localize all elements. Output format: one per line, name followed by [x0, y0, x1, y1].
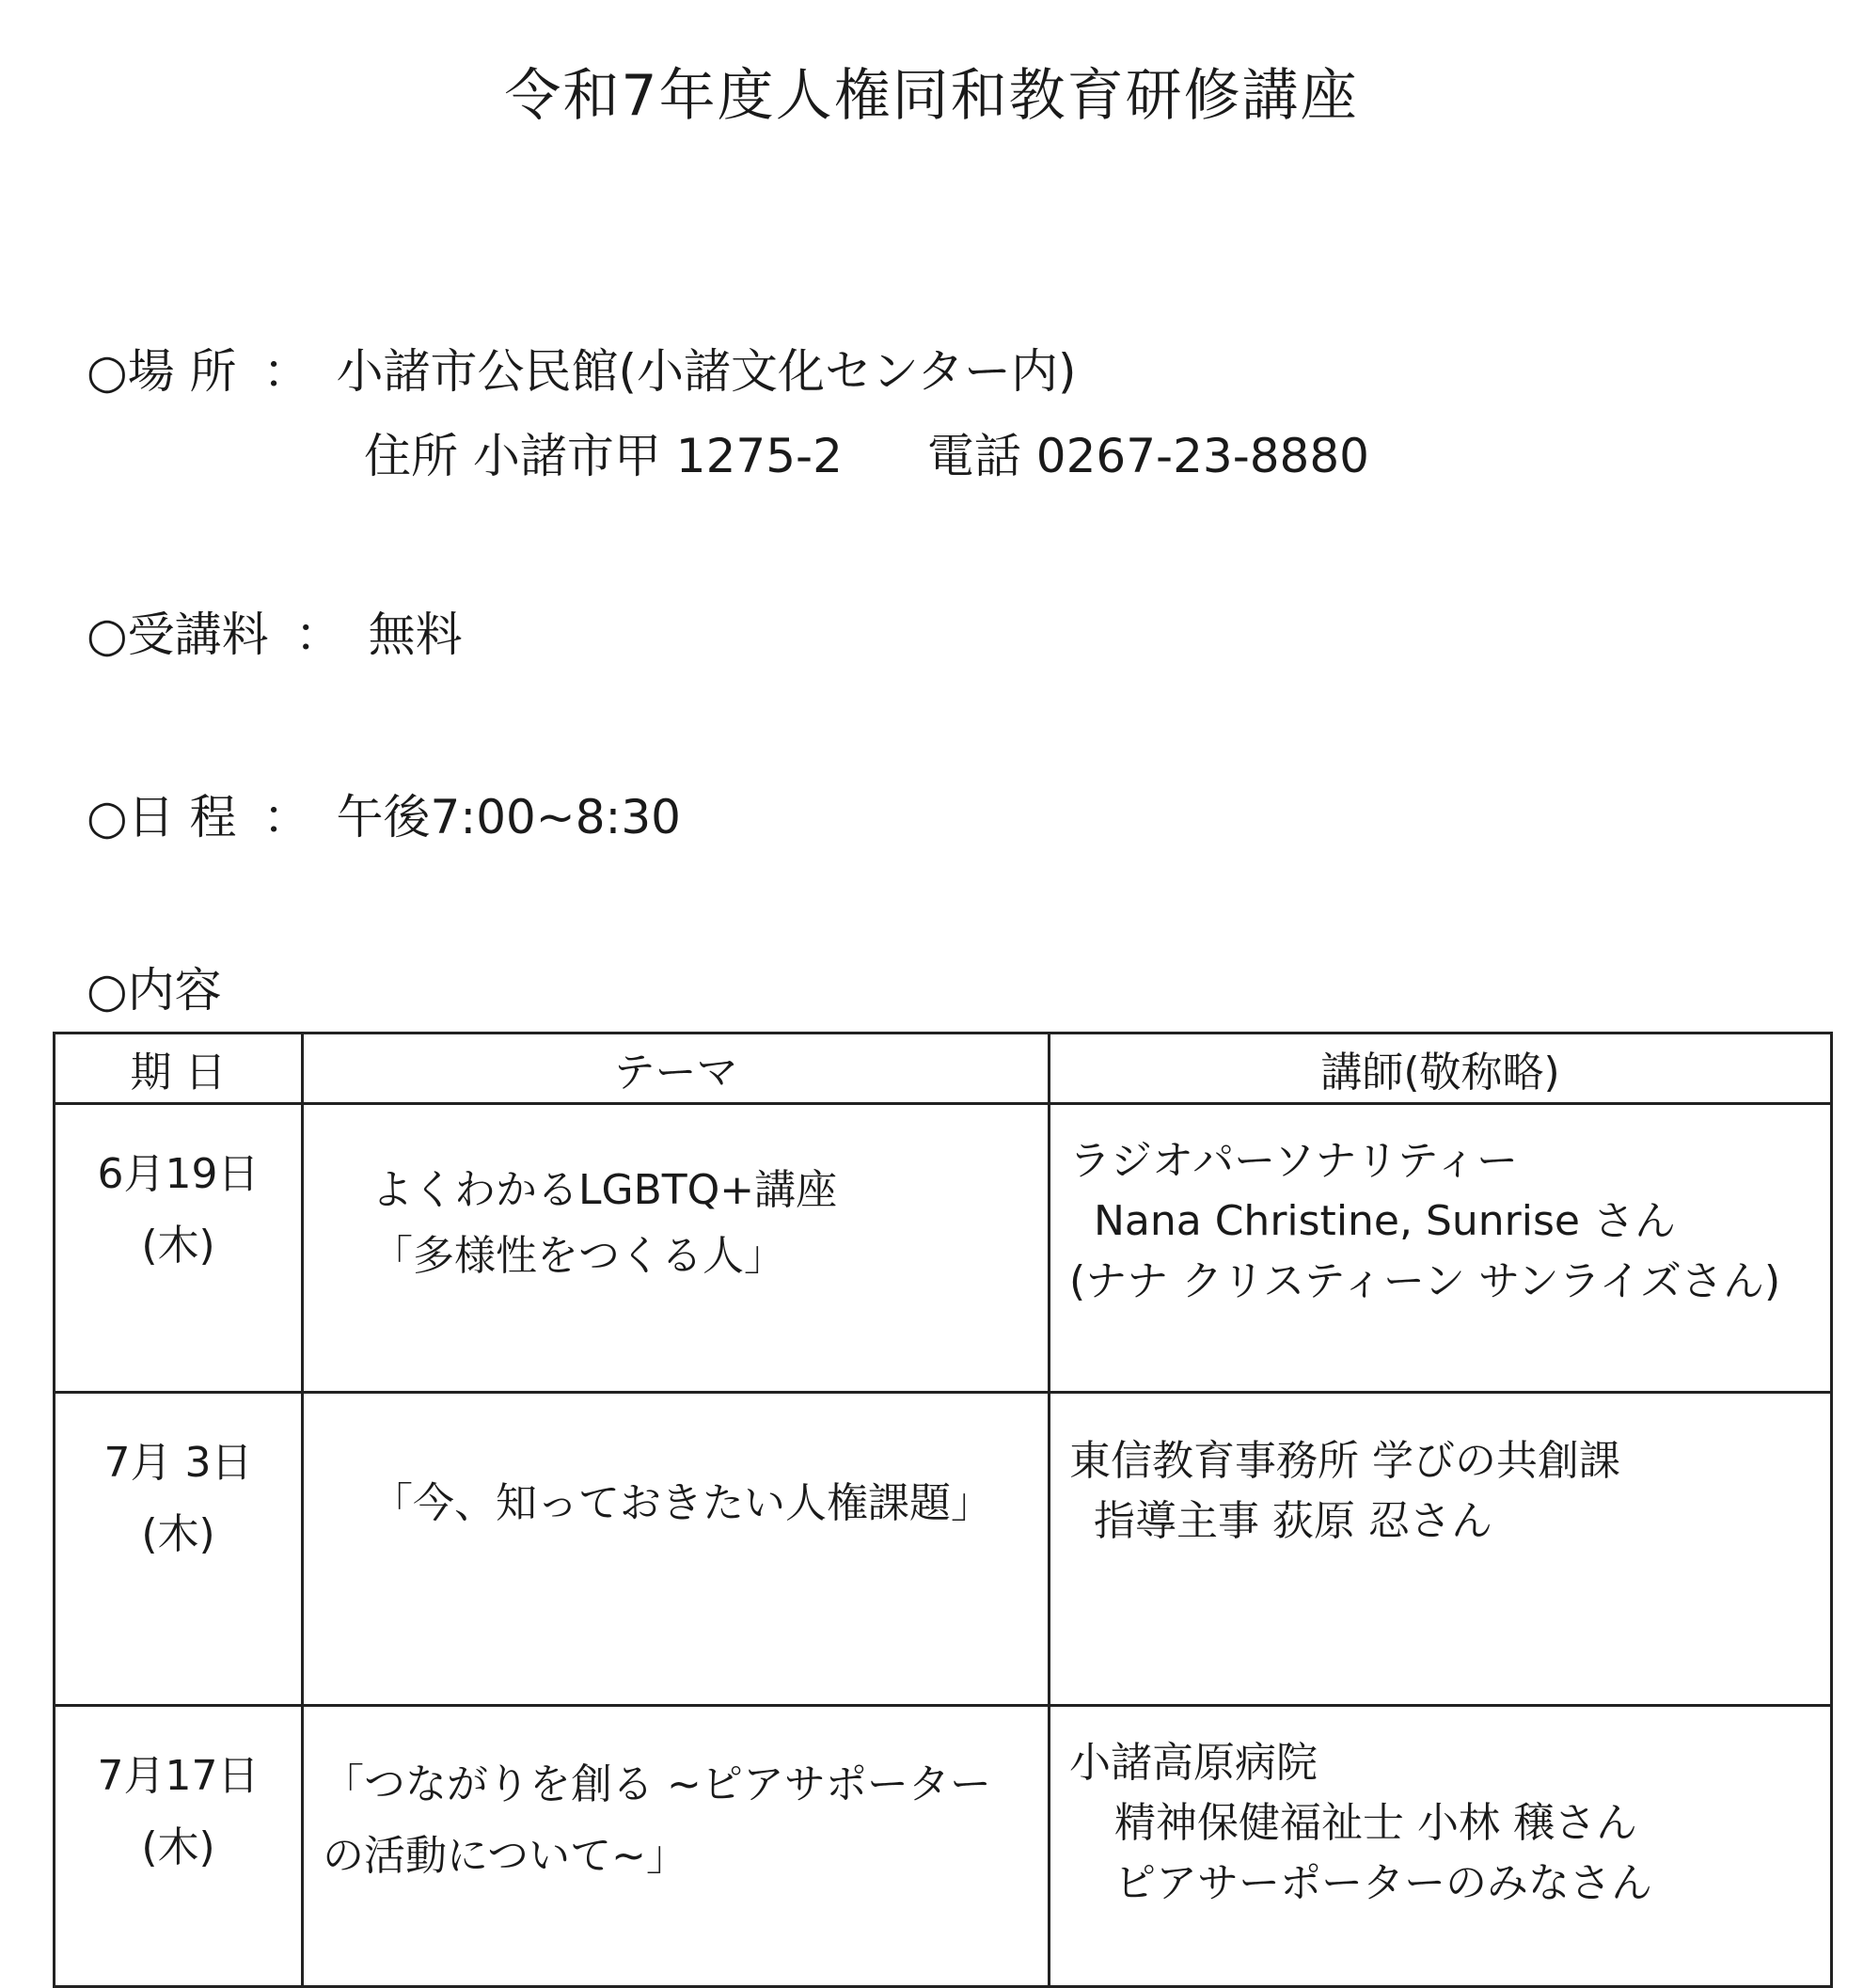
lecturer-line: 精神保健福祉士 小林 穣さん: [1114, 1799, 1637, 1847]
venue-value: 小諸市公民館(小諸文化センター内): [336, 344, 1077, 399]
date-cell: [55, 1706, 303, 1987]
header-theme: テーマ: [303, 1033, 1050, 1104]
time-row: [87, 784, 681, 850]
date: 6月19日: [97, 1150, 260, 1198]
header-lecturer: 講師(敬称略): [1050, 1033, 1832, 1104]
venue-label: ○場 所: [87, 344, 237, 399]
theme-cell: [303, 1104, 1050, 1393]
weekday: (木): [141, 1823, 215, 1871]
fee-row: [87, 602, 463, 668]
date-cell: [55, 1104, 303, 1393]
theme-line: の活動について~」: [323, 1832, 687, 1880]
time-separator: ：: [262, 790, 310, 844]
page-title: 令和7年度人権同和教育研修講座: [504, 63, 1359, 129]
date-cell: [55, 1393, 303, 1706]
schedule-table: [53, 1032, 1833, 1988]
fee-label: ○受講料: [87, 607, 269, 662]
lecturer-line: Nana Christine, Sunrise さん: [1094, 1197, 1676, 1245]
header-date: 期 日: [55, 1033, 303, 1104]
fee-separator: ：: [294, 607, 342, 662]
lecturer-cell: [1050, 1706, 1832, 1987]
weekday: (木): [141, 1222, 215, 1270]
lecturer-line: 小諸高原病院: [1069, 1739, 1318, 1787]
venue-address: 住所 小諸市甲 1275-2: [364, 429, 843, 483]
table-header-row: [55, 1033, 1832, 1104]
lecturer-line: 指導主事 荻原 忍さん: [1094, 1497, 1492, 1545]
theme-line: 「多様性をつくる人」: [371, 1232, 785, 1280]
lecturer-line: ピアサーポーターのみなさん: [1114, 1859, 1652, 1907]
venue-row: [87, 339, 1077, 404]
venue-separator: ：: [262, 344, 310, 399]
theme-line: 「今、知っておきたい人権課題」: [371, 1479, 992, 1527]
theme-line: よくわかるLGBTQ+講座: [371, 1166, 838, 1214]
table-row: [55, 1393, 1832, 1706]
table-row: [55, 1104, 1832, 1393]
weekday: (木): [141, 1510, 215, 1558]
theme-line: 「つながりを創る ~ピアサポーター: [323, 1760, 991, 1808]
contents-label: ○内容: [87, 963, 222, 1018]
date: 7月17日: [97, 1752, 260, 1800]
lecturer-line: ラジオパーソナリティー: [1069, 1137, 1518, 1185]
lecturer-cell: [1050, 1104, 1832, 1393]
lecturer-line: (ナナ クリスティーン サンライズさん): [1069, 1257, 1781, 1305]
lecturer-cell: [1050, 1393, 1832, 1706]
time-label: ○日 程: [87, 790, 237, 844]
lecturer-line: 東信教育事務所 学びの共創課: [1069, 1437, 1620, 1485]
table-row: [55, 1706, 1832, 1987]
venue-address-row: [364, 423, 1369, 489]
theme-cell: [303, 1393, 1050, 1706]
theme-cell: [303, 1706, 1050, 1987]
contents-row: [87, 957, 222, 1023]
fee-value: 無料: [368, 607, 463, 662]
date: 7月 3日: [103, 1439, 253, 1487]
venue-phone: 電話 0267-23-8880: [926, 429, 1369, 483]
time-value: 午後7:00~8:30: [336, 790, 681, 844]
